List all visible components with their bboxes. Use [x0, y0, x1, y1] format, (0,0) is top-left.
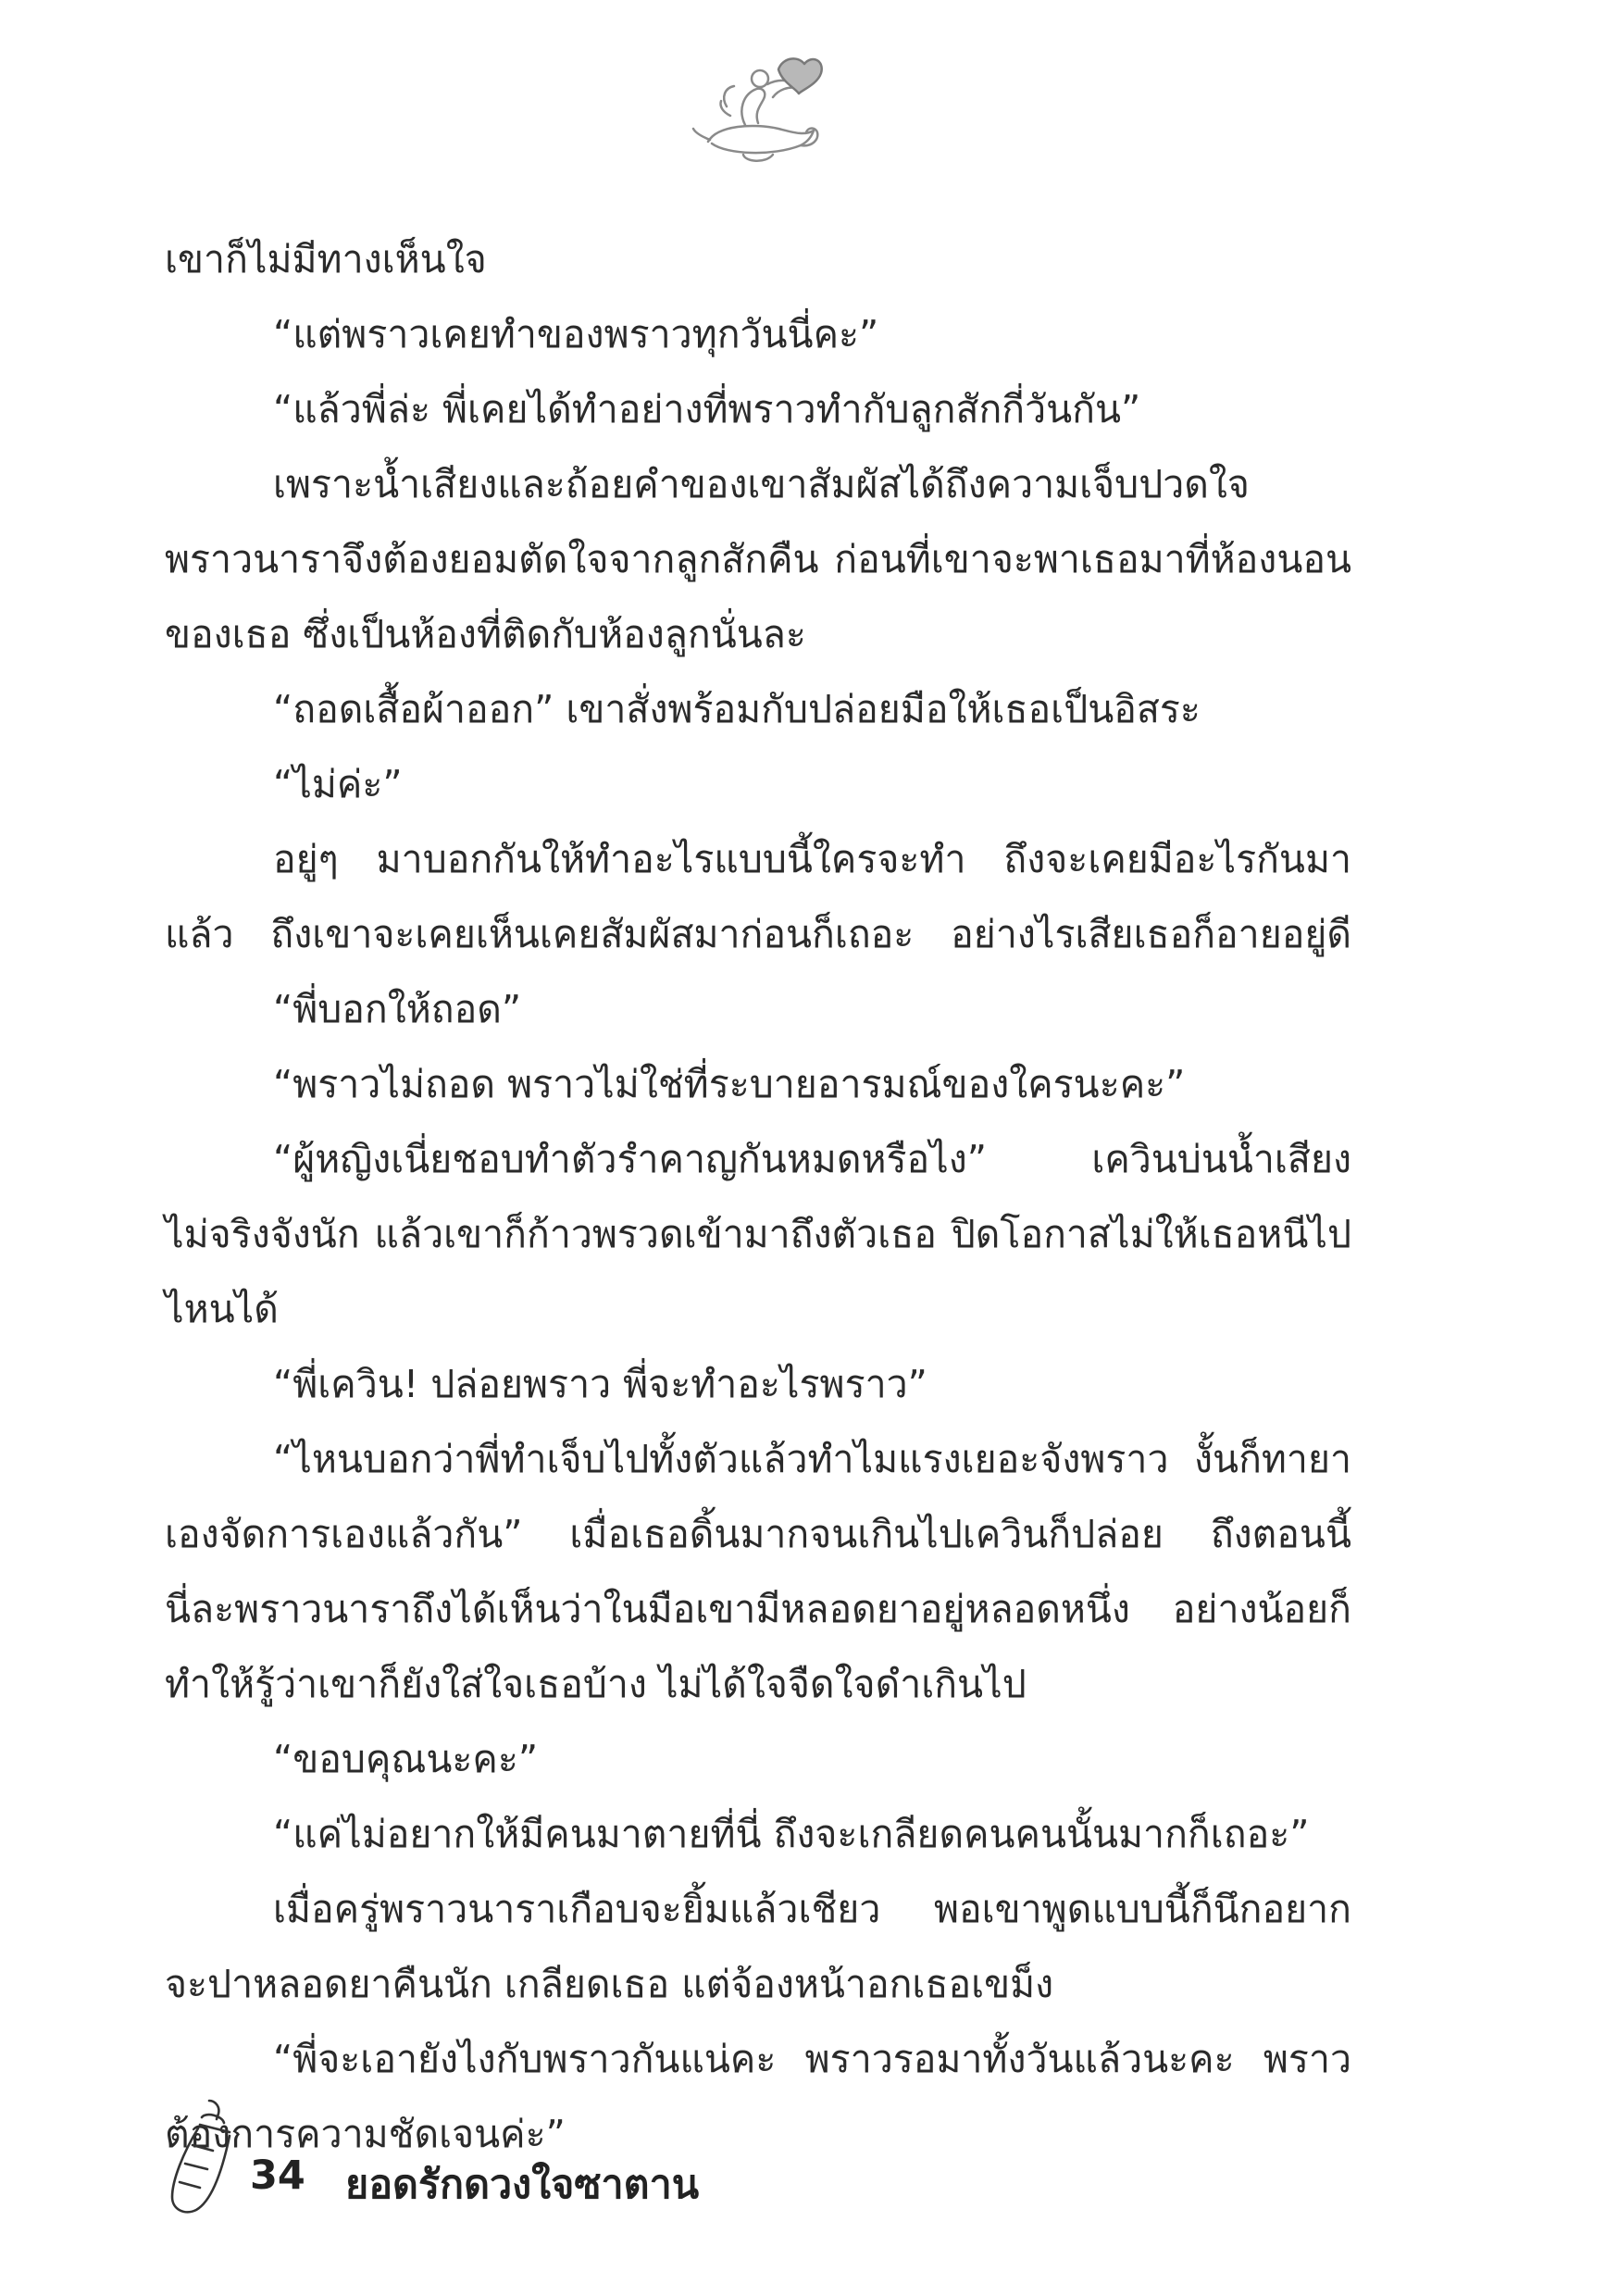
text-line: ทำให้รู้ว่าเขาก็ยังใส่ใจเธอบ้าง ไม่ได้ใจจืดใจดำเกินไป — [165, 1662, 1027, 1706]
text-line: นี่ละพราวนาราถึงได้เห็นว่าในมือเขามีหลอดยาอยู่หลอดหนึ่ง อย่างน้อยก็ — [165, 1587, 1351, 1631]
page-number: 34 — [250, 2152, 305, 2199]
cupid-genie-lamp-icon — [690, 51, 828, 171]
text-line: อยู่ๆ มาบอกกันให้ทำอะไรแบบนี้ใครจะทำ ถึงจะเคยมีอะไรกันมา — [273, 837, 1351, 881]
text-line: “ไหนบอกว่าพี่ทำเจ็บไปทั้งตัวแล้วทำไมแรงเยอะจังพราว งั้นก็ทายา — [273, 1437, 1351, 1481]
text-line: เขาก็ไม่มีทางเห็นใจ — [165, 237, 487, 281]
text-line: “พี่จะเอายังไงกับพราวกันแน่คะ พราวรอมาทั้งวันแล้วนะคะ พราว — [273, 2037, 1351, 2081]
chapter-body-text — [165, 222, 1351, 2172]
text-line: “ผู้หญิงเนี่ยชอบทำตัวรำคาญกันหมดหรือไง” เควินบ่นน้ำเสียง — [273, 1137, 1351, 1181]
text-line: “ขอบคุณนะคะ” — [273, 1737, 539, 1781]
text-line: “พราวไม่ถอด พราวไม่ใช่ที่ระบายอารมณ์ของใครนะคะ” — [273, 1062, 1186, 1106]
text-line: จะปาหลอดยาคืนนัก เกลียดเธอ แต่จ้องหน้าอกเธอเขม็ง — [165, 1962, 1054, 2006]
page-footer — [165, 2097, 998, 2217]
text-line: “ถอดเสื้อผ้าออก” เขาสั่งพร้อมกับปล่อยมือให้เธอเป็นอิสระ — [273, 687, 1201, 731]
text-line: “ไม่ค่ะ” — [273, 762, 403, 806]
text-line: เองจัดการเองแล้วกัน” เมื่อเธอดิ้นมากจนเกินไปเควินก็ปล่อย ถึงตอนนี้ — [165, 1512, 1351, 1556]
text-line: พราวนาราจึงต้องยอมตัดใจจากลูกสักคืน ก่อนที่เขาจะพาเธอมาที่ห้องนอน — [165, 537, 1351, 581]
text-line: “แล้วพี่ล่ะ พี่เคยได้ทำอย่างที่พราวทำกับลูกสักกี่วันกัน” — [273, 387, 1141, 431]
book-title: ยอดรักดวงใจซาตาน — [345, 2162, 700, 2208]
text-line: “แต่พราวเคยทำของพราวทุกวันนี่คะ” — [273, 312, 879, 356]
text-line: แล้ว ถึงเขาจะเคยเห็นเคยสัมผัสมาก่อนก็เถอะ อย่างไรเสียเธอก็อายอยู่ดี — [165, 912, 1351, 956]
text-line: ต้องการความชัดเจนค่ะ” — [165, 2112, 566, 2156]
text-line: “พี่บอกให้ถอด” — [273, 987, 522, 1031]
baby-bottle-icon — [165, 2097, 241, 2217]
text-line: ไม่จริงจังนัก แล้วเขาก็ก้าวพรวดเข้ามาถึงตัวเธอ ปิดโอกาสไม่ให้เธอหนีไป — [165, 1212, 1351, 1256]
text-line: ของเธอ ซึ่งเป็นห้องที่ติดกับห้องลูกนั่นละ — [165, 612, 806, 656]
text-line: “แค่ไม่อยากให้มีคนมาตายที่นี่ ถึงจะเกลียดคนคนนั้นมากก็เถอะ” — [273, 1812, 1310, 1856]
text-line: “พี่เควิน! ปล่อยพราว พี่จะทำอะไรพราว” — [273, 1362, 927, 1406]
text-line: เพราะน้ำเสียงและถ้อยคำของเขาสัมผัสได้ถึงความเจ็บปวดใจ — [273, 462, 1250, 506]
text-line: ไหนได้ — [165, 1287, 279, 1331]
text-line: เมื่อครู่พราวนาราเกือบจะยิ้มแล้วเชียว พอเขาพูดแบบนี้ก็นึกอยาก — [273, 1887, 1351, 1931]
